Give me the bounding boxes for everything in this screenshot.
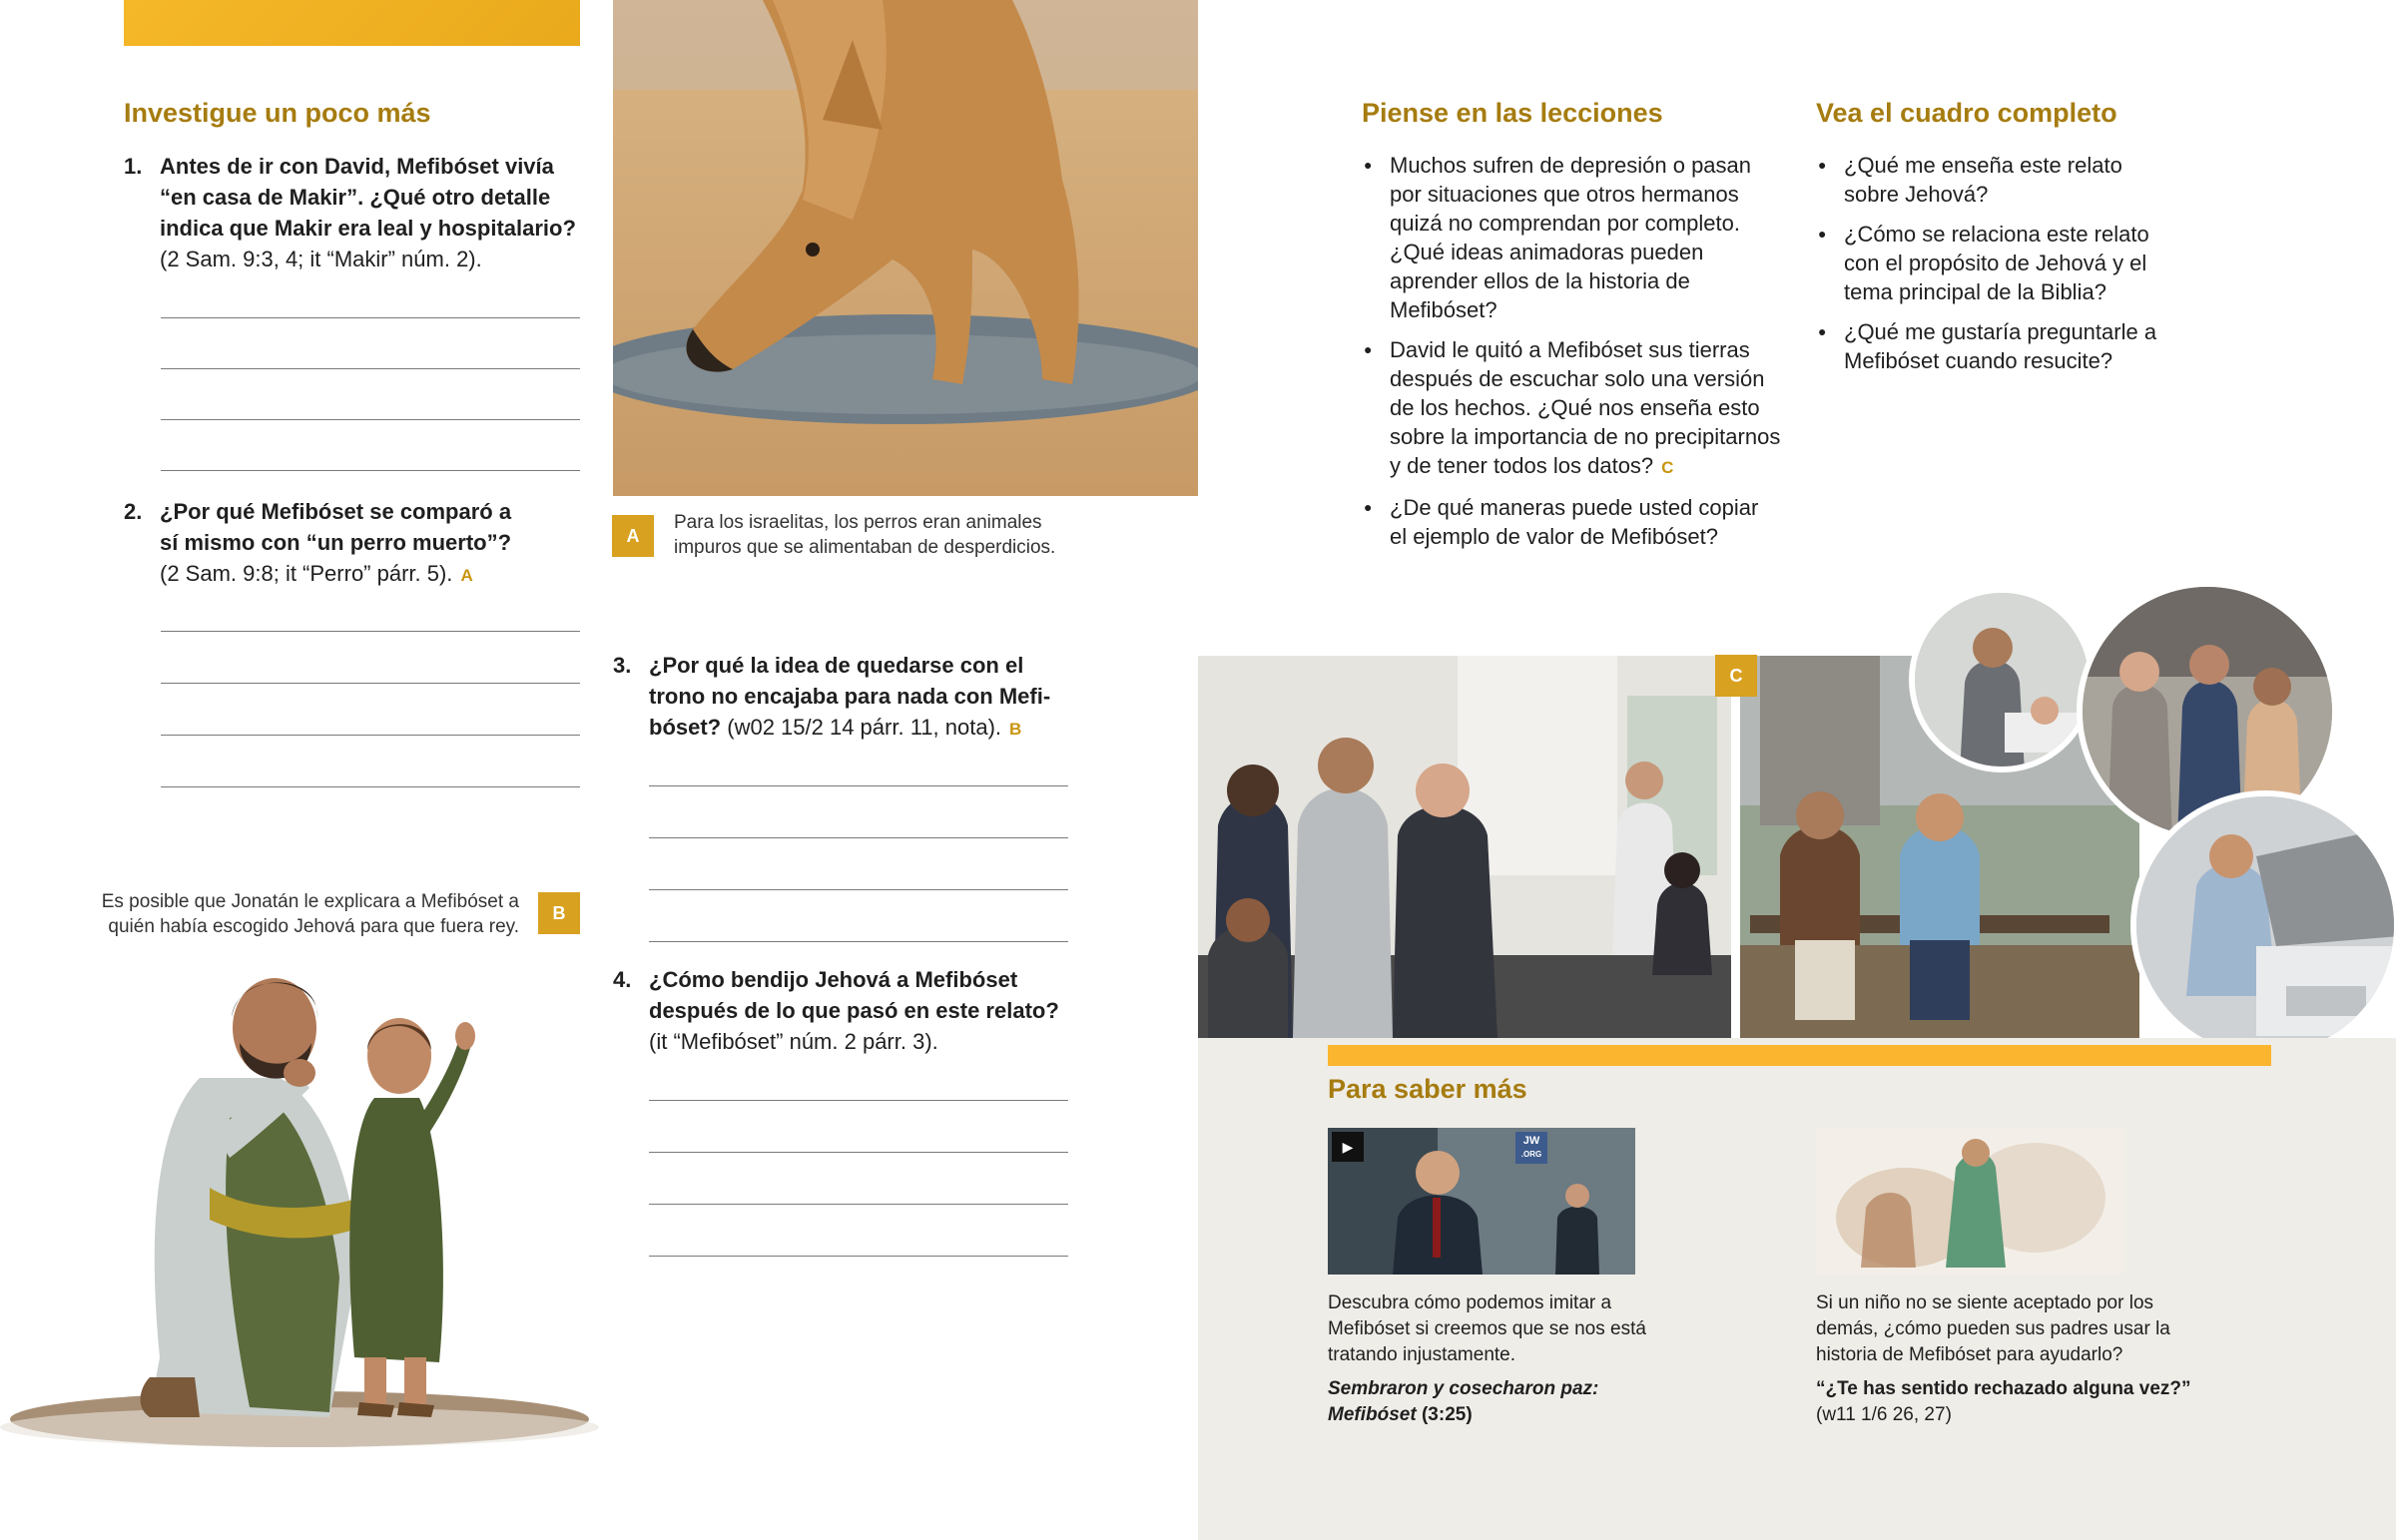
answer-line[interactable] [649, 785, 1068, 786]
reference-mark: A [460, 566, 473, 585]
answer-line[interactable] [161, 735, 580, 736]
reference-mark: C [1661, 458, 1674, 477]
car-repair-photo [2130, 790, 2396, 1060]
answer-line[interactable] [161, 470, 580, 471]
question-reference: (2 Sam. 9:8; it “Perro” párr. 5). [160, 561, 453, 586]
answer-line[interactable] [649, 889, 1068, 890]
big-picture-text: ¿Cómo se relaciona este relato con el propósito de Jehová y el tema principal de la Biblia? [1844, 222, 2149, 304]
investigate-heading: Investigue un poco más [124, 98, 431, 128]
article-thumbnail[interactable] [1816, 1128, 2123, 1275]
list-item [1362, 493, 1781, 551]
answer-line[interactable] [161, 317, 580, 318]
question-reference: (2 Sam. 9:3, 4; it “Makir” núm. 2). [160, 247, 482, 271]
answer-line[interactable] [649, 941, 1068, 942]
question-text: ¿Por qué la idea de quedarse con el trono no encajaba para nada con Mefi-bóset? [649, 653, 1051, 740]
question-number: 2. [124, 499, 143, 524]
answer-line[interactable] [649, 1256, 1068, 1257]
answer-line[interactable] [161, 683, 580, 684]
more-info-panel [1198, 1038, 2396, 1540]
lesson-text: ¿De qué maneras puede usted copiar el ejemplo de valor de Mefibóset? [1390, 495, 1759, 549]
big-picture-text: ¿Qué me enseña este relato sobre Jehová? [1844, 153, 2122, 207]
jw-badge-text: JW [1522, 1135, 1540, 1147]
question-3 [613, 650, 1062, 745]
article-title-link[interactable]: “¿Te has sentido rechazado alguna vez?” [1816, 1378, 2191, 1399]
video-desc-text: Descubra cómo podemos imitar a Mefibóset si creemos que se nos está tratando injustamente. [1328, 1292, 1646, 1365]
question-text: ¿Cómo bendijo Jehová a Mefibóset después de lo que pasó en este relato? [649, 967, 1059, 1023]
article-reference: (w11 1/6 26, 27) [1816, 1404, 1952, 1425]
hospital-visit-photo [1909, 587, 2095, 772]
big-picture-list [1816, 151, 2175, 386]
office-discussion-photo [1198, 656, 1731, 1038]
lessons-list [1362, 151, 1781, 562]
jw-badge-subtext: .ORG [1520, 1150, 1542, 1159]
lesson-text: Muchos sufren de depresión o pasan por situaciones que otros hermanos quizá no comprendan por completo. ¿Qué ideas animadoras pueden aprender ellos de la historia de Mefibóset? [1390, 153, 1752, 322]
answer-line[interactable] [649, 1100, 1068, 1101]
answer-line[interactable] [649, 1152, 1068, 1153]
jw-org-badge [1515, 1132, 1547, 1164]
question-reference: (it “Mefibóset” núm. 2 párr. 3). [649, 1029, 938, 1054]
article-desc-text: Si un niño no se siente aceptado por los demás, ¿cómo pueden sus padres usar la historia de Mefibóset para ayudarlo? [1816, 1292, 2170, 1365]
question-reference: (w02 15/2 14 párr. 11, nota). [727, 715, 1002, 740]
question-number: 1. [124, 154, 143, 179]
lessons-heading: Piense en las lecciones [1362, 98, 1663, 128]
top-yellow-banner [124, 0, 580, 46]
big-picture-text: ¿Qué me gustaría preguntarle a Mefibóset cuando resucite? [1844, 319, 2157, 373]
caption-a-label: A [612, 515, 654, 557]
question-2 [124, 496, 523, 591]
question-text: Antes de ir con David, Mefibóset vivía “en casa de Makir”. ¿Qué otro detalle indica que Makir era leal y hospitalario? [160, 154, 576, 241]
list-item [1816, 151, 2175, 209]
question-number: 4. [613, 967, 632, 992]
list-item [1362, 151, 1781, 324]
list-item [1816, 220, 2175, 306]
big-picture-heading: Vea el cuadro completo [1816, 98, 2117, 128]
list-item [1362, 335, 1781, 482]
more-heading: Para saber más [1328, 1074, 1527, 1104]
jonathan-child-illustration [0, 958, 609, 1477]
caption-b-label: B [538, 892, 580, 934]
article-description [1816, 1290, 2215, 1428]
video-title-link[interactable]: Sembraron y cosecharon paz: Mefibóset [1328, 1378, 1599, 1425]
question-4 [613, 964, 1072, 1057]
video-thumbnail[interactable] [1328, 1128, 1635, 1275]
answer-line[interactable] [161, 631, 580, 632]
play-icon[interactable]: ▶ [1332, 1132, 1364, 1162]
video-description [1328, 1290, 1647, 1428]
dog-drinking-photo [613, 0, 1198, 496]
question-text: ¿Por qué Mefibóset se comparó a sí mismo con “un perro muerto”? [160, 499, 512, 555]
question-number: 3. [613, 653, 632, 678]
caption-a-text: Para los israelitas, los perros eran animales impuros que se alimentaban de desperdicios. [674, 512, 1056, 558]
list-item [1816, 317, 2175, 375]
answer-line[interactable] [649, 1204, 1068, 1205]
photo-c-label: C [1715, 655, 1757, 697]
answer-line[interactable] [161, 419, 580, 420]
answer-line[interactable] [161, 786, 580, 787]
reference-mark: B [1009, 720, 1022, 739]
video-duration: (3:25) [1421, 1404, 1473, 1425]
yellow-divider [1328, 1045, 2271, 1066]
lesson-text: David le quitó a Mefibóset sus tierras después de escuchar solo una versión de los hechos. ¿Qué nos enseña esto sobre la importancia de no precipitarnos y de tener todos los datos? [1390, 337, 1781, 478]
caption-b-text: Es posible que Jonatán le explicara a Mefibóset a quién había escogido Jehová para que fuera rey. [101, 891, 519, 937]
answer-line[interactable] [161, 368, 580, 369]
question-1 [124, 151, 583, 274]
answer-line[interactable] [649, 837, 1068, 838]
